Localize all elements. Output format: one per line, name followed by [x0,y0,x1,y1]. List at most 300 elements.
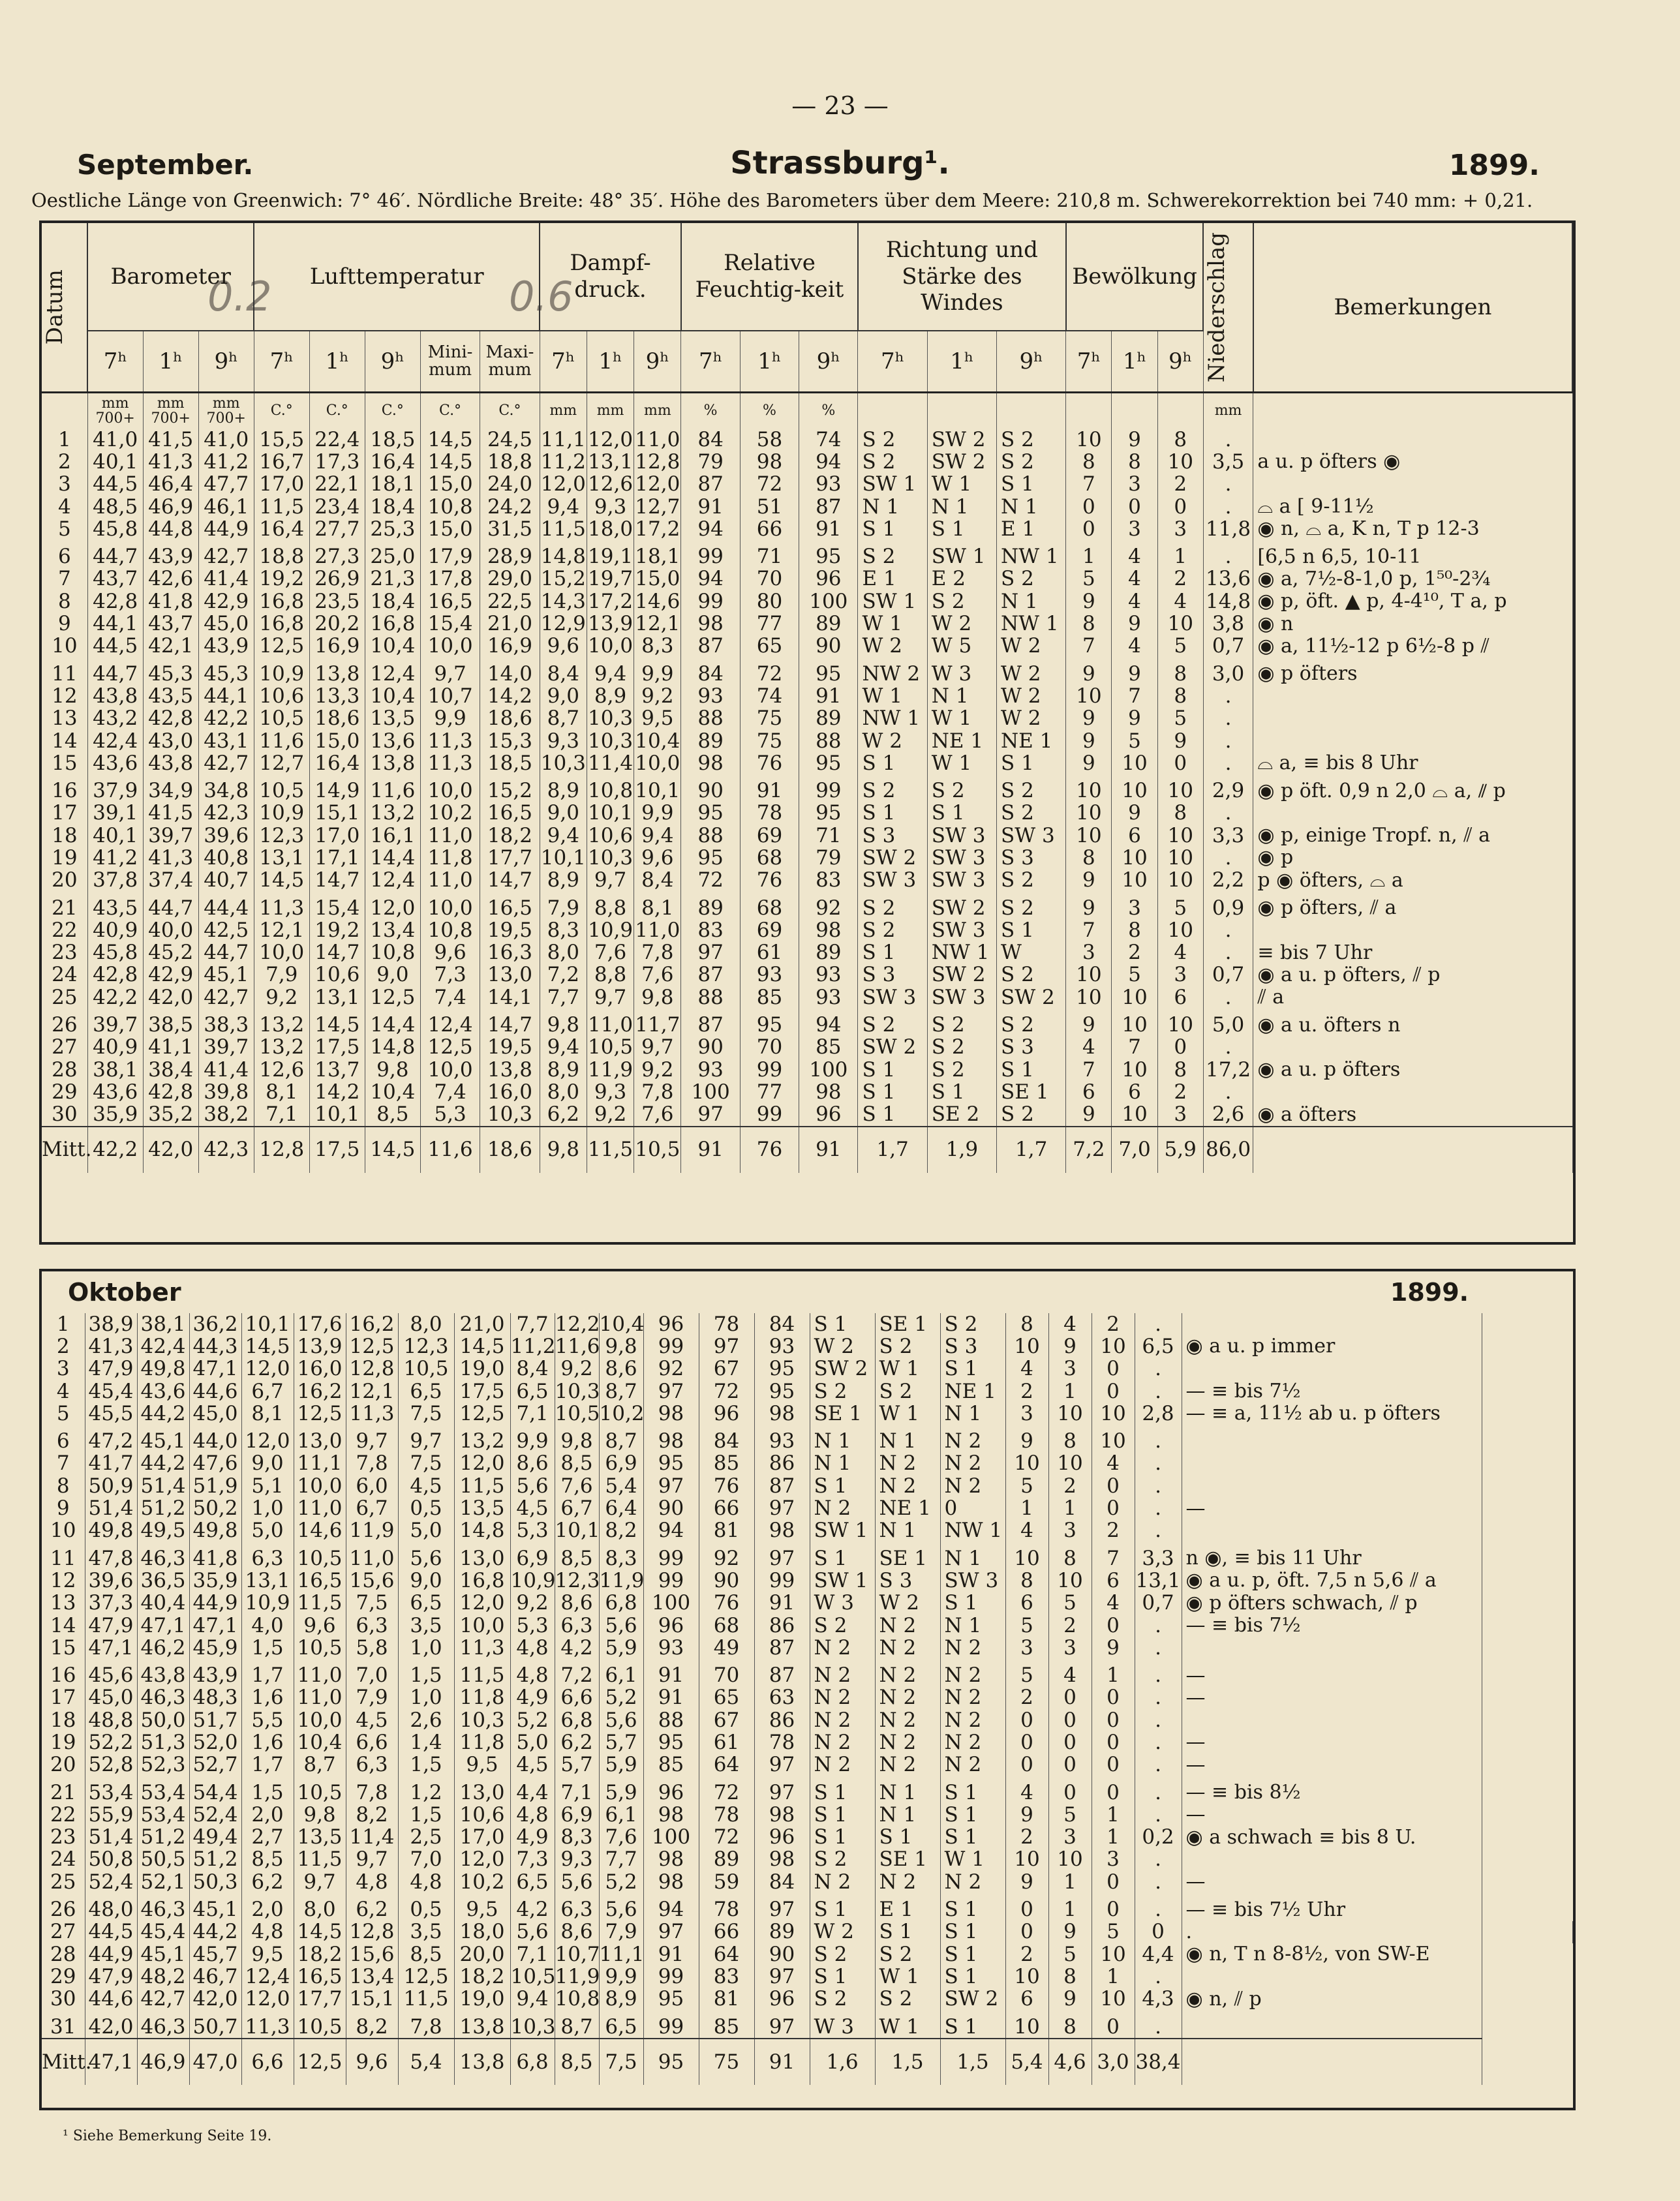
table-cell: S 2 [810,1380,875,1403]
table-cell: 10,4 [635,729,680,753]
table-cell: 1 [1092,1966,1135,1988]
table-cell: 2,0 [241,1804,294,1826]
table-cell: 51,4 [137,1475,189,1497]
table-cell: 89 [699,1849,754,1871]
table-cell: 0,7 [1135,1592,1182,1615]
table-cell: N 2 [875,1871,940,1893]
table-cell: 4,2 [555,1637,599,1659]
table-cell: 43,7 [87,568,143,590]
table-cell: 11,2 [510,1334,556,1358]
table-cell: 10 [1005,1335,1048,1358]
table-cell: 6,4 [599,1497,643,1519]
table-cell: 89 [799,942,858,964]
table-cell: N 2 [940,1754,1005,1776]
mittel-row [42,2039,1573,2085]
table-cell: SW 3 [927,847,996,869]
table-cell: 5,6 [398,1542,454,1570]
table-cell: 11,0 [587,1009,634,1036]
table-cell: S 1 [858,1081,927,1103]
mittel-cell: 91 [681,1127,740,1173]
table-cell: 6,2 [346,1893,398,1920]
table-cell: ◉ n, ⌓ a, K n, T p 12-3 [1253,518,1572,540]
table-cell: 47,1 [85,1637,137,1659]
table-cell: 28,9 [480,540,540,568]
table-cell: ≡ bis 7 Uhr [1253,942,1572,964]
table-cell: 18,8 [254,540,309,568]
table-cell: 10 [1112,847,1157,869]
table-cell: 53,4 [137,1804,189,1826]
table-row [42,1059,1572,1081]
table-row [42,847,1572,869]
unit-cell [1066,393,1112,429]
table-cell: 0 [1157,1037,1203,1059]
table-cell: 4 [1048,1659,1092,1686]
table-cell: 68 [740,892,799,919]
table-cell: 10,5 [398,1358,454,1380]
table-cell: 40,1 [87,451,143,473]
table-cell: . [1135,1358,1182,1380]
table-cell: 52,4 [85,1871,137,1893]
table-cell: 98 [754,1849,810,1871]
table-cell [1253,919,1572,941]
table-cell: 97 [754,1966,810,1988]
table-cell: 11,0 [420,825,480,847]
table-cell: 45,8 [87,942,143,964]
table-cell: 17,8 [420,568,480,590]
table-cell: 0 [1092,1731,1135,1753]
table-cell: N 2 [940,1637,1005,1659]
table-cell: . [1135,1709,1182,1731]
table-cell: 0 [1048,1709,1092,1731]
table-cell: 10 [42,635,87,658]
table-cell: . [1203,942,1253,964]
table-cell: 6,2 [241,1871,294,1893]
table-cell: 16 [42,1659,85,1686]
hour-7: 7ʰ [858,331,927,393]
table-cell: 38,9 [85,1313,137,1335]
table-cell: 13,2 [254,1037,309,1059]
table-cell: 10,3 [540,751,586,775]
table-cell: S 3 [875,1570,940,1592]
mittel-cell: 4,6 [1048,2039,1092,2085]
table-cell: S 1 [940,1966,1005,1988]
table-cell: SW 3 [927,919,996,941]
table-cell: — ≡ a, 11½ ab u. p öfters [1182,1403,1482,1425]
table-row [42,568,1572,590]
table-cell: a u. p öfters ◉ [1253,451,1572,473]
table-cell: 5,9 [599,1754,643,1776]
table-cell: 7,0 [346,1659,398,1686]
table-cell: 44,7 [87,658,143,685]
table-cell: 9,2 [634,1059,681,1081]
table-cell: 10,0 [294,1475,346,1497]
table-cell: 84 [754,1313,810,1335]
mittel-cell: 11,5 [587,1127,634,1173]
table-cell: 42,8 [143,1081,198,1103]
table-cell: SW 3 [997,825,1066,847]
table-cell: S 2 [997,1104,1066,1127]
table-cell: 91 [643,1659,699,1686]
table-cell: 2 [1157,474,1203,496]
table-cell: E 1 [875,1893,940,1920]
table-cell: 93 [643,1637,699,1659]
table-cell: 16,1 [365,825,420,847]
table-cell: 42,3 [198,802,254,825]
table-cell: S 2 [927,774,996,802]
table-cell: 18,1 [634,540,681,568]
table-cell: 6 [1112,1081,1157,1103]
table-cell: 15,6 [346,1570,398,1592]
table-cell: 15,2 [480,774,540,802]
table-row [42,429,1572,451]
table-cell: 44,1 [198,685,254,707]
table-cell: 7,6 [634,1104,681,1127]
table-cell: S 2 [858,540,927,568]
table-cell: 16,2 [346,1313,398,1335]
table-cell: 11,0 [635,918,680,942]
table-cell: 95 [643,1988,699,2011]
table-cell: 2 [1112,942,1157,964]
table-cell: 4 [42,496,87,518]
table-cell: 2,6 [1203,1104,1253,1127]
table-cell: 13,1 [241,1570,294,1592]
table-row [42,635,1572,658]
mittel-cell: 12,8 [254,1127,309,1173]
table-cell: 14,8 [365,1037,420,1059]
table-cell: 87 [754,1637,810,1659]
table-cell: 10,1 [309,1104,365,1127]
table-cell: 12,1 [635,612,680,636]
table-cell: 10,4 [599,1312,645,1336]
mittel-cell: 9,8 [540,1127,587,1173]
table-cell: S 1 [810,1313,875,1335]
table-cell: S 2 [927,1037,996,1059]
table-cell: 10,3 [555,1379,600,1403]
table-cell: 13,7 [309,1059,365,1081]
table-cell: 97 [754,1754,810,1776]
unit-cell: % [681,393,740,429]
table-cell: 16,0 [480,1081,540,1103]
table-cell: 41,0 [198,429,254,451]
table-cell: 19,5 [480,1037,540,1059]
table-cell: 90 [681,774,740,802]
table-cell: 43,8 [87,685,143,707]
table-cell: 44,0 [189,1425,241,1452]
table-cell: 5 [1005,1475,1048,1497]
table-cell: 10 [1092,1425,1135,1452]
table-cell: 44,9 [85,1943,137,1966]
table-cell: . [1135,1637,1182,1659]
table-cell: 26 [42,1893,85,1920]
table-cell: . [1203,730,1253,752]
table-cell: 42,4 [87,730,143,752]
table-row [42,1475,1573,1497]
table-cell: 24 [42,1849,85,1871]
table-cell: 8,9 [587,685,634,707]
table-cell: 7,8 [634,1081,681,1103]
table-cell: S 2 [997,429,1066,451]
table-cell: 8,5 [365,1104,420,1127]
table-cell: 41,2 [87,847,143,869]
table-cell: 5,7 [555,1754,599,1776]
table-cell: SW 2 [940,1988,1005,2011]
table-cell: 10,1 [588,801,634,825]
table-cell: 16,5 [294,1966,346,1988]
mittel-cell: 47,0 [189,2039,241,2085]
table-cell: S 2 [927,1059,996,1081]
table-cell: 9 [1066,658,1112,685]
table-cell: 7,9 [254,964,309,986]
table-cell: NE 1 [940,1380,1005,1403]
table-cell: SW 1 [927,540,996,568]
table-cell: NE 1 [875,1497,940,1519]
table-cell: 7,6 [555,1475,599,1497]
table-row [42,1687,1573,1709]
table-cell: 40,4 [137,1592,189,1615]
table-cell: 17,0 [309,825,365,847]
table-cell: 69 [740,825,799,847]
table-cell: 38,3 [198,1009,254,1036]
table-cell: 15,2 [540,567,586,591]
table-cell: 12,0 [365,892,420,919]
table-cell: NW 1 [997,613,1066,635]
table-cell: 2,6 [398,1709,454,1731]
table-cell: 9,3 [555,1849,599,1871]
table-cell: 8 [42,590,87,613]
table-cell: 85 [643,1754,699,1776]
table-cell: 10 [1112,1104,1157,1127]
table-cell: 9 [1048,1335,1092,1358]
table-cell: 17,5 [454,1380,510,1403]
table-cell: 77 [740,1081,799,1103]
table-cell: 15,0 [420,474,480,496]
table-cell: 11,2 [540,449,586,474]
table-cell: 54,4 [189,1776,241,1804]
table-cell: 5,6 [555,1871,599,1893]
table-row [42,685,1572,707]
maximum-header: Maxi-mum [480,331,540,393]
table-cell: 9,9 [634,658,681,685]
table-cell: 8 [1112,451,1157,473]
table-cell: . [1203,708,1253,730]
mittel-cell: 46,9 [137,2039,189,2085]
table-cell: 94 [643,1520,699,1542]
table-cell: 15,1 [309,802,365,825]
table-cell: SW 2 [810,1358,875,1380]
table-cell: 10,0 [294,1709,346,1731]
table-cell: 44,3 [189,1335,241,1358]
table-cell: S 1 [940,2011,1005,2039]
table-cell: NW 2 [858,658,927,685]
table-cell: 11,4 [346,1827,398,1849]
table-row [42,1520,1573,1542]
table-cell: 46,3 [137,1542,189,1570]
table-cell: 83 [681,919,740,941]
table-cell: 3,5 [1203,451,1253,473]
table-cell: 9,8 [540,1009,587,1036]
table-cell: 8 [1157,429,1203,451]
table-cell: 76 [699,1592,754,1615]
table-cell: 0,5 [398,1497,454,1519]
table-cell: SW 3 [858,986,927,1009]
hour-1: 1ʰ [587,331,634,393]
table-cell: 91 [681,496,740,518]
table-cell: 14,4 [365,1009,420,1036]
table-cell: 21 [42,892,87,919]
table-cell: 86 [754,1615,810,1637]
table-cell: 9 [42,613,87,635]
table-row [42,496,1572,518]
table-cell: 13,1 [588,449,634,474]
table-cell: 10 [1157,870,1203,892]
table-cell: S 1 [858,1059,927,1081]
table-cell: 0 [1092,1893,1135,1920]
table-cell: ◉ a u. p immer [1182,1335,1482,1358]
table-cell: S 3 [858,964,927,986]
table-cell: S 2 [875,1988,940,2011]
table-cell: 14,4 [365,847,420,869]
table-cell: 0,7 [1203,635,1253,658]
table-cell: 8,4 [634,870,681,892]
unit-cell: C.° [309,393,365,429]
table-cell: 19,2 [254,568,309,590]
table-cell: 42,0 [85,2011,137,2039]
table-cell: ◉ a u. p öfters [1253,1059,1572,1081]
table-cell: 1 [42,429,87,451]
unit-cell: mm [1203,393,1253,429]
table-cell: 4 [1112,568,1157,590]
table-cell: 41,1 [143,1037,198,1059]
table-cell: S 1 [858,942,927,964]
table-cell: 96 [799,1104,858,1127]
table-cell: 31,5 [480,518,540,540]
table-cell: 51 [740,496,799,518]
table-cell: 87 [681,635,740,658]
table-cell: 86 [754,1453,810,1475]
table-cell: 100 [799,590,858,613]
table-cell: 18,0 [588,517,634,541]
table-cell: 5 [1048,1804,1092,1826]
table-cell: . [1135,1776,1182,1804]
table-cell: 65 [740,635,799,658]
table-cell: 93 [754,1335,810,1358]
table-row [42,825,1572,847]
table-cell: 21 [42,1776,85,1804]
table-cell: 47,6 [189,1453,241,1475]
table-cell: 17 [42,802,87,825]
unit-cell: C.° [254,393,309,429]
table-cell: 14,9 [309,774,365,802]
table-cell: 11,3 [420,730,480,752]
table-cell: 12,3 [398,1335,454,1358]
table-cell: 75 [740,730,799,752]
table-cell: 10,9 [588,918,634,942]
table-cell: 10,1 [634,774,681,802]
table-cell: 6,5 [398,1380,454,1403]
table-cell: 11,3 [454,1637,510,1659]
table-cell: 6,1 [599,1804,643,1826]
table-cell: 5 [1112,964,1157,986]
table-cell: 11,9 [588,1057,634,1082]
table-cell: 8,0 [540,942,587,964]
table-cell: S 2 [810,1988,875,2011]
table-cell: 13,3 [309,685,365,707]
table-cell: W 2 [997,658,1066,685]
table-cell: 1,4 [398,1731,454,1753]
table-cell: 5 [1112,730,1157,752]
table-row [42,1849,1573,1871]
table-cell: S 1 [940,1921,1005,1943]
table-cell: 37,9 [87,774,143,802]
unit-cell [1157,393,1203,429]
table-cell: 40,9 [87,919,143,941]
table-cell: 4,2 [510,1893,555,1920]
table-cell: 9 [1005,1425,1048,1452]
hour-7: 7ʰ [681,331,740,393]
table-cell: 71 [740,540,799,568]
table-cell: 17,3 [309,451,365,473]
table-cell: 51,3 [137,1731,189,1753]
table-cell: 13,1 [1135,1568,1181,1592]
table-cell: 10,8 [555,1987,600,2011]
datum-header: Datum [42,223,87,393]
table-cell: 16,8 [254,590,309,613]
table-cell: 40,9 [87,1037,143,1059]
table-cell: ◉ a, 7½-8-1,0 p, 1⁵⁰-2¾ [1253,568,1572,590]
unit-cell: mm [540,393,587,429]
table-cell: 45,2 [143,942,198,964]
table-cell: 97 [754,1542,810,1570]
table-cell: 4,8 [510,1804,555,1826]
table-cell: . [1203,1037,1253,1059]
table-cell: 45,6 [85,1659,137,1686]
table-cell: . [1135,1687,1182,1709]
table-cell: 19,0 [454,1988,510,2011]
table-cell: 42,8 [87,964,143,986]
table-cell: 11,0 [294,1497,346,1519]
unit-cell: C.° [480,393,540,429]
table-cell: 10,0 [454,1615,510,1637]
table-cell: 4 [1092,1592,1135,1615]
table-row [42,774,1572,802]
table-cell: 53,4 [85,1776,137,1804]
table-cell: 9 [1066,708,1112,730]
mittel-cell: 42,3 [198,1127,254,1173]
table-cell: 9 [1066,752,1112,774]
table-cell: N 2 [810,1637,875,1659]
table-cell: 42,5 [198,919,254,941]
relative-feuchtigkeit-header: Relative Feuchtig-keit [681,223,858,331]
table-cell: 4,5 [510,1754,555,1776]
table-cell: 2 [1157,1081,1203,1103]
table-cell: 8,4 [510,1358,555,1380]
table-cell: 7,0 [398,1849,454,1871]
table-cell: 16,8 [454,1570,510,1592]
table-cell: W 1 [875,1403,940,1425]
table-row [42,1754,1573,1776]
mittel-cell: 1,7 [858,1127,927,1173]
table-cell: 97 [754,2011,810,2039]
table-cell: 10 [1112,986,1157,1009]
table-cell: 49,8 [189,1520,241,1542]
table-cell: 16,9 [309,635,365,658]
table-cell: 0 [1092,1687,1135,1709]
table-cell: 8 [1005,1570,1048,1592]
table-cell: 0,2 [1135,1827,1182,1849]
table-cell: 7,5 [398,1403,454,1425]
table-cell: 80 [740,590,799,613]
table-cell: 9 [1048,1988,1092,2011]
